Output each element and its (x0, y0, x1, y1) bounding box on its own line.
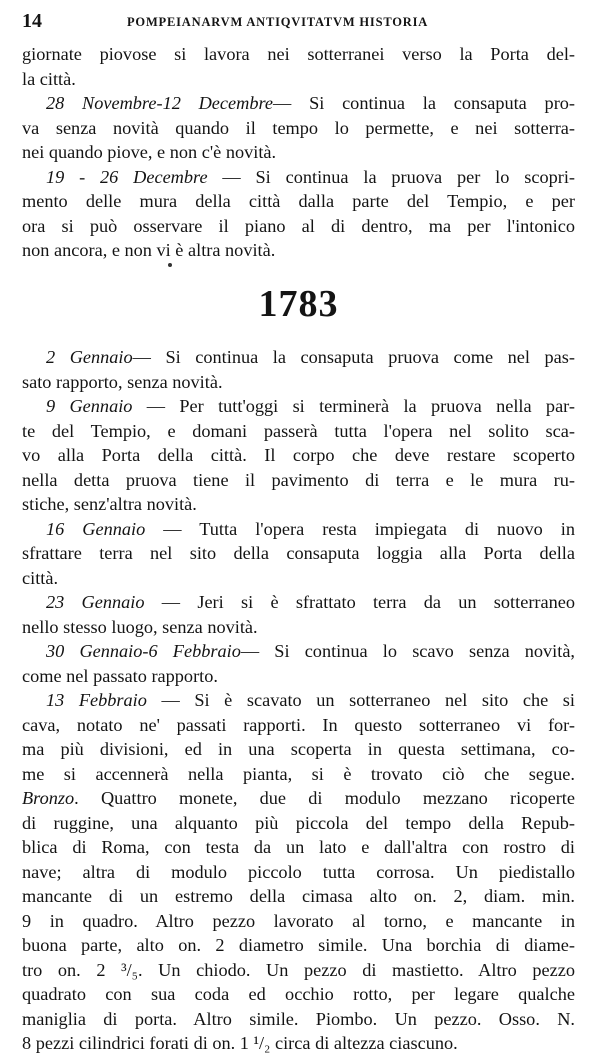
text-line (22, 419, 575, 444)
line-text: sfrattare terra nel sito della consaputa loggia alla Porta della (22, 543, 575, 563)
text-line (22, 884, 575, 909)
line-text: . Quattro monete, due di modulo mezzano ricoperte (74, 788, 575, 808)
line-text: va senza novità quando il tempo lo permette, e nei sotterra- (22, 117, 575, 138)
text-block-1783 (22, 345, 575, 1056)
line-text: buona parte, alto on. 2 diametro simile. Una borchia di diame- (22, 935, 575, 955)
text-line (22, 909, 575, 934)
text-line (22, 238, 575, 263)
print-speck (168, 263, 172, 267)
text-line (22, 835, 575, 860)
line-text: — Si continua la consaputa pro- (273, 93, 575, 113)
text-line (22, 786, 575, 811)
line-text: vo alla Porta della città. Il corpo che deve restare scoperto (22, 445, 575, 465)
line-text: — Si è scavato un sotterraneo nel sito che si (146, 690, 575, 710)
entry-date: 2 Gennaio (46, 347, 133, 367)
text-line (22, 1007, 575, 1032)
page-number: 14 (22, 10, 42, 32)
entry-date: 23 Gennaio (46, 592, 145, 612)
line-text: ma più divisioni, ed in una scoperta in questa settimana, co- (22, 739, 575, 759)
text-line (22, 982, 575, 1007)
text-line (22, 688, 575, 713)
text-line (22, 394, 575, 419)
line-text: — Si continua la consaputa pruova come nel pas- (132, 347, 575, 367)
text-line (22, 664, 575, 689)
line-text: giornate piovose si lavora nei sotterranei verso la Porta del- (22, 44, 575, 64)
line-text: non ancora, e non vi è altra novità. (22, 240, 276, 260)
line-text: maniglia di porta. Altro simile. Piombo. Un pezzo. Osso. N. (22, 1008, 575, 1029)
line-text: — Si continua lo scavo senza novità, (240, 641, 575, 661)
text-line (22, 214, 575, 239)
line-text: città. (22, 567, 59, 588)
line-text: nello stesso luogo, senza novità. (22, 616, 258, 637)
line-text: 9 in quadro. Altro pezzo lavorato al torno, e mancante in (22, 910, 575, 931)
text-line (22, 345, 575, 370)
text-line (22, 566, 575, 591)
entry-date: 30 Gennaio-6 Febbraio (46, 641, 241, 661)
line-text: te del Tempio, e domani passerà tutta l'opera nel solito sca- (22, 420, 575, 441)
text-line (22, 713, 575, 738)
text-line (22, 615, 575, 640)
text-line (22, 762, 575, 787)
text-line (22, 42, 575, 67)
text-line (22, 590, 575, 615)
line-text: mancante di un estremo della cimasa alto on. 2, diam. min. (22, 886, 575, 906)
text-line (22, 189, 575, 214)
text-line (22, 541, 575, 566)
text-line (22, 737, 575, 762)
line-text: nella detta pruova tiene il pavimento di terra e le mura ru- (22, 469, 575, 490)
running-title: POMPEIANARVM ANTIQVITATVM HISTORIA (127, 15, 429, 29)
entry-date: 13 Febbraio (46, 690, 147, 710)
text-line (22, 492, 575, 517)
text-line (22, 517, 575, 542)
line-text: sato rapporto, senza novità. (22, 371, 223, 392)
line-text: come nel passato rapporto. (22, 665, 218, 686)
text-block-1782 (22, 42, 575, 263)
text-line (22, 811, 575, 836)
text-line (22, 639, 575, 664)
text-line (22, 468, 575, 493)
text-line (22, 958, 575, 983)
line-text: nave; altra di modulo piccolo tutta corrosa. Un piedistallo (22, 861, 575, 882)
entry-date: 9 Gennaio (46, 396, 133, 416)
text-line (22, 91, 575, 116)
line-text: cava, notato ne' passati rapporti. In questo sotterraneo vi for- (22, 714, 575, 735)
line-text: quadrato con sua coda ed occhio rotto, per legare qualche (22, 984, 575, 1004)
line-text: — Jeri si è sfrattato terra da un sotterraneo (144, 592, 575, 612)
line-text: stiche, senz'altra novità. (22, 494, 197, 514)
text-line (22, 67, 575, 92)
line-text: nei quando piove, e non c'è novità. (22, 142, 277, 162)
line-text: ora si può osservare il piano al di dentro, ma per l'intonico (22, 215, 575, 236)
text-line (22, 370, 575, 395)
line-text: — Per tutt'oggi si terminerà la pruova nella par- (132, 396, 575, 416)
entry-date: Bronzo (22, 788, 75, 808)
text-line (22, 165, 575, 190)
text-line (22, 860, 575, 885)
line-text: — Si continua la pruova per lo scopri- (207, 166, 575, 187)
running-header (22, 10, 575, 36)
entry-date: 16 Gennaio (46, 518, 146, 539)
line-text: mento delle mura della città dalla parte del Tempio, e per (22, 191, 575, 211)
line-text: di ruggine, una alquanto più piccola del tempo della Repub- (22, 812, 575, 833)
entry-date: 19 - 26 Decembre (46, 166, 208, 187)
line-text: la città. (22, 68, 76, 89)
line-text: blica di Roma, con testa da un lato e dall'altra con rostro di (22, 837, 575, 857)
line-text: tro on. 2 ³/₅. Un chiodo. Un pezzo di mastietto. Altro pezzo (22, 959, 575, 980)
line-text: me si accennerà nella pianta, si è trovato ciò che segue. (22, 763, 575, 784)
text-line (22, 1031, 575, 1056)
text-line (22, 140, 575, 165)
line-text: — Tutta l'opera resta impiegata di nuovo in (145, 518, 575, 539)
text-line (22, 116, 575, 141)
line-text: 8 pezzi cilindrici forati di on. 1 ¹/₂ circa di altezza ciascuno. (22, 1033, 458, 1053)
text-line (22, 933, 575, 958)
text-line (22, 443, 575, 468)
entry-date: 28 Novembre-12 Decembre (46, 93, 274, 113)
year-heading: 1783 (258, 283, 339, 325)
